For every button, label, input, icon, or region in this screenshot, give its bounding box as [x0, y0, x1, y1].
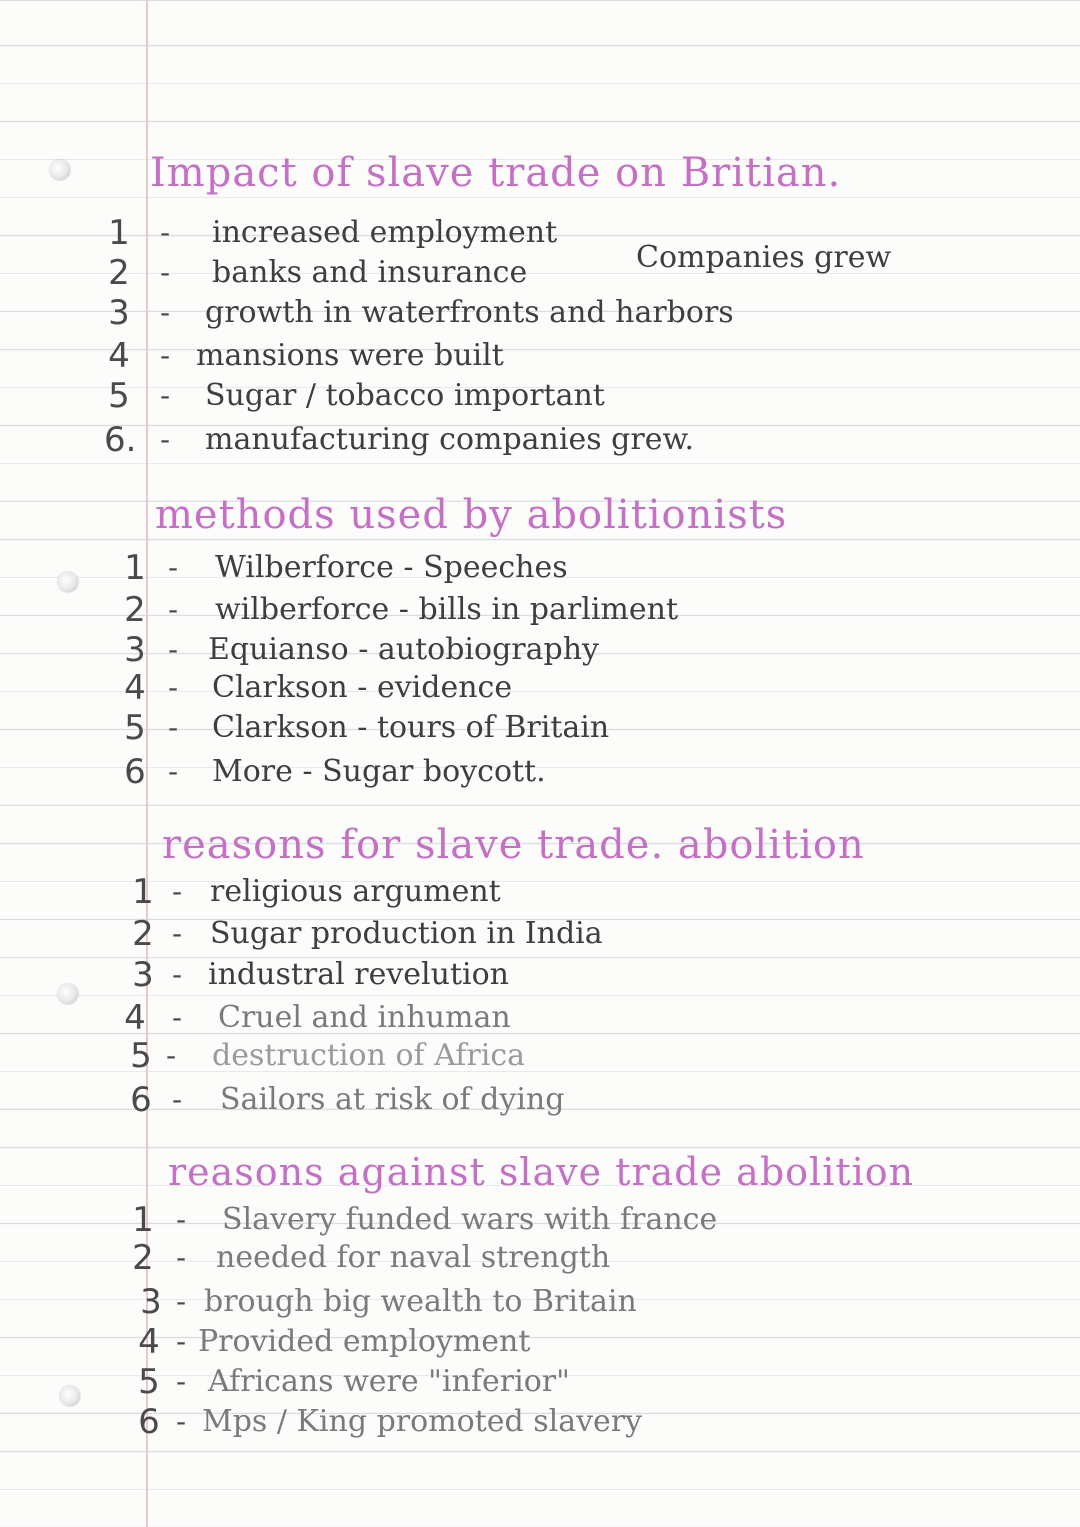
- item-number: 4: [108, 336, 130, 376]
- list-item: Sugar production in India: [210, 916, 603, 951]
- item-dash: -: [172, 958, 183, 991]
- item-number: 2: [108, 253, 130, 293]
- section-heading-reasons-against: reasons against slave trade abolition: [168, 1150, 915, 1194]
- section-heading-methods: methods used by abolitionists: [155, 492, 788, 538]
- item-number: 2: [132, 1238, 154, 1278]
- list-item: banks and insurance: [212, 255, 528, 290]
- item-number: 2: [132, 914, 154, 954]
- item-number: 3: [124, 630, 146, 670]
- list-item: mansions were built: [196, 338, 504, 373]
- list-item: Clarkson - evidence: [212, 670, 513, 705]
- item-number: 1: [132, 872, 154, 912]
- list-item: manufacturing companies grew.: [205, 422, 695, 457]
- section-heading-reasons-for: reasons for slave trade. abolition: [162, 822, 865, 868]
- item-dash: -: [160, 256, 171, 289]
- item-number: 6: [138, 1402, 160, 1442]
- item-dash: -: [172, 1001, 183, 1034]
- item-number: 4: [124, 998, 146, 1038]
- list-item: Equianso - autobiography: [208, 632, 599, 667]
- punch-hole: [60, 1386, 80, 1406]
- item-dash: -: [168, 633, 179, 666]
- item-dash: -: [160, 216, 171, 249]
- punch-hole: [58, 572, 78, 592]
- list-item: Sugar / tobacco important: [205, 378, 605, 413]
- item-dash: -: [172, 875, 183, 908]
- item-dash: -: [160, 423, 171, 456]
- list-item: Mps / King promoted slavery: [202, 1404, 643, 1439]
- item-dash: -: [168, 755, 179, 788]
- list-item: Wilberforce - Speeches: [215, 550, 568, 585]
- item-dash: -: [176, 1285, 187, 1318]
- side-note: Companies grew: [636, 240, 892, 275]
- item-dash: -: [160, 379, 171, 412]
- item-dash: -: [168, 593, 179, 626]
- item-number: 5: [130, 1036, 152, 1076]
- list-item: growth in waterfronts and harbors: [205, 295, 734, 330]
- list-item: religious argument: [210, 874, 501, 909]
- item-dash: -: [176, 1203, 187, 1236]
- item-dash: -: [172, 1083, 183, 1116]
- punch-hole: [50, 160, 70, 180]
- item-dash: -: [176, 1405, 187, 1438]
- item-number: 1: [108, 213, 130, 253]
- item-dash: -: [176, 1365, 187, 1398]
- item-dash: -: [176, 1325, 187, 1358]
- item-number: 4: [138, 1322, 160, 1362]
- punch-hole: [58, 984, 78, 1004]
- list-item: Slavery funded wars with france: [222, 1202, 718, 1237]
- item-number: 1: [132, 1200, 154, 1240]
- item-number: 5: [138, 1362, 160, 1402]
- list-item: increased employment: [212, 215, 558, 250]
- item-number: 3: [132, 955, 154, 995]
- list-item: Sailors at risk of dying: [220, 1082, 565, 1117]
- list-item: brough big wealth to Britain: [204, 1284, 637, 1319]
- item-number: 6: [124, 752, 146, 792]
- item-dash: -: [168, 711, 179, 744]
- list-item: Cruel and inhuman: [218, 1000, 511, 1035]
- list-item: Provided employment: [198, 1324, 531, 1359]
- list-item: destruction of Africa: [212, 1038, 526, 1073]
- item-number: 6: [130, 1080, 152, 1120]
- item-dash: -: [172, 917, 183, 950]
- list-item: wilberforce - bills in parliment: [215, 592, 679, 627]
- item-number: 5: [108, 376, 130, 416]
- item-dash: -: [160, 296, 171, 329]
- list-item: Africans were "inferior": [208, 1364, 570, 1399]
- list-item: Clarkson - tours of Britain: [212, 710, 610, 745]
- item-dash: -: [176, 1241, 187, 1274]
- item-number: 4: [124, 668, 146, 708]
- section-heading-impact: Impact of slave trade on Britian.: [150, 150, 842, 196]
- item-number: 6.: [104, 420, 137, 460]
- list-item: More - Sugar boycott.: [212, 754, 546, 789]
- item-dash: -: [160, 339, 171, 372]
- item-dash: -: [168, 671, 179, 704]
- item-number: 2: [124, 590, 146, 630]
- item-number: 3: [140, 1282, 162, 1322]
- item-dash: -: [168, 551, 179, 584]
- item-dash: -: [166, 1039, 177, 1072]
- item-number: 1: [124, 548, 146, 588]
- list-item: industral revelution: [208, 957, 509, 992]
- list-item: needed for naval strength: [216, 1240, 611, 1275]
- item-number: 3: [108, 293, 130, 333]
- item-number: 5: [124, 708, 146, 748]
